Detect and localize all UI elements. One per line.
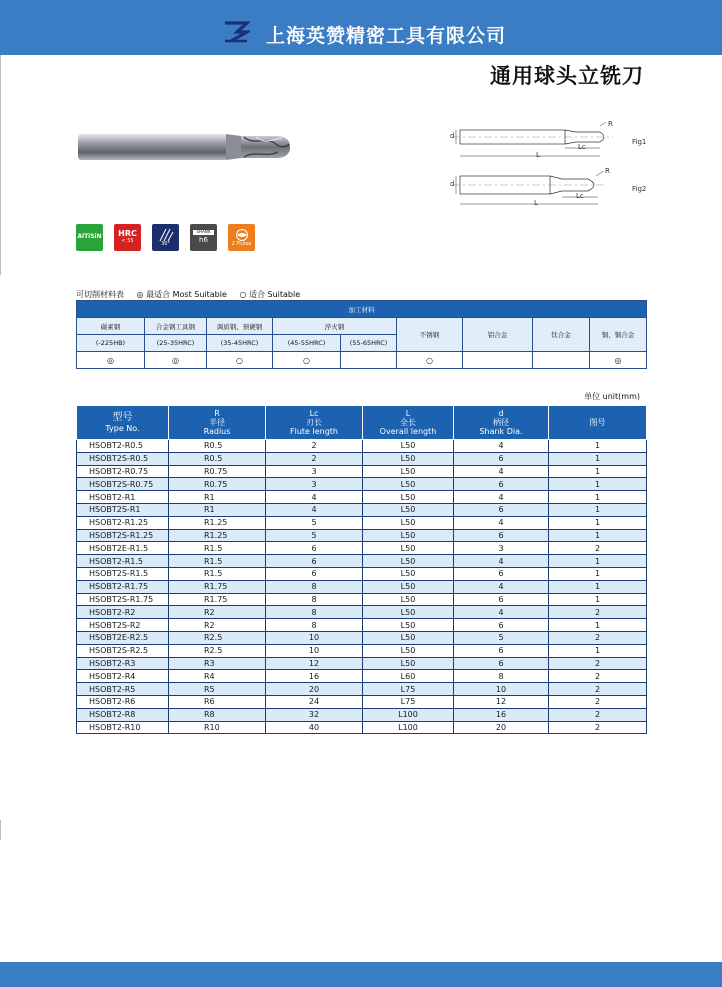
table-row — [77, 491, 647, 504]
margin-line — [0, 820, 1, 840]
header-zh: 刃长 — [306, 417, 322, 427]
spec-table-body — [77, 440, 647, 734]
material-hardness: (55-65HRC) — [341, 335, 397, 352]
shank-tolerance-badge — [190, 224, 217, 251]
overall-length-cell: L100 — [363, 721, 454, 734]
type-cell: HSOBT2S-R1 — [77, 503, 169, 516]
header-bar — [0, 0, 722, 55]
flute-count-label: 2 Flutes — [231, 240, 252, 247]
table-row — [77, 465, 647, 478]
material-hardness: (35-45HRC) — [207, 335, 273, 352]
helix-angle-badge — [152, 224, 179, 251]
shank-dia-cell: 8 — [454, 670, 549, 683]
figure-2-drawing — [448, 167, 648, 215]
radius-cell: R0.5 — [169, 452, 266, 465]
table-row — [77, 567, 647, 580]
flute-length-cell: 40 — [266, 721, 363, 734]
dimension-L-label: L — [536, 151, 540, 159]
flute-length-cell: 2 — [266, 452, 363, 465]
radius-cell: R8 — [169, 708, 266, 721]
radius-cell: R10 — [169, 721, 266, 734]
overall-length-cell: L50 — [363, 657, 454, 670]
suitability-cell — [341, 352, 397, 369]
coating-badge — [76, 224, 103, 251]
type-cell: HSOBT2S-R1.25 — [77, 529, 169, 542]
table-row — [77, 644, 647, 657]
radius-cell: R1.5 — [169, 555, 266, 568]
type-cell: HSOBT2-R6 — [77, 695, 169, 708]
radius-cell: R1.75 — [169, 593, 266, 606]
table-row — [77, 440, 647, 453]
suitability-cell: ◎ — [590, 352, 647, 369]
specification-table — [76, 405, 647, 734]
cutting-materials-table — [76, 300, 647, 369]
figure-cell: 1 — [549, 555, 647, 568]
hrc-title: HRC — [118, 229, 137, 239]
table-row — [77, 503, 647, 516]
hrc-value: < 55 — [121, 238, 134, 245]
material-column-header: 不锈钢 — [397, 318, 463, 352]
legend-suitable: ○ 适合 Suitable — [239, 290, 301, 299]
two-flute-icon — [235, 228, 249, 242]
suitability-row — [77, 352, 647, 369]
overall-length-cell: L50 — [363, 503, 454, 516]
shank-dia-cell: 16 — [454, 708, 549, 721]
type-cell: HSOBT2-R8 — [77, 708, 169, 721]
suitability-cell — [463, 352, 533, 369]
suitability-cell: ○ — [273, 352, 341, 369]
shank-dia-cell: 4 — [454, 491, 549, 504]
radius-cell: R0.5 — [169, 440, 266, 453]
margin-line — [0, 55, 1, 275]
overall-length-cell: L60 — [363, 670, 454, 683]
material-column-header: 铜、铜合金 — [590, 318, 647, 352]
header-zh: 柄径 — [493, 417, 509, 427]
overall-length-cell: L50 — [363, 619, 454, 632]
shank-dia-cell: 6 — [454, 478, 549, 491]
dimension-Lc-label: Lc — [578, 143, 586, 151]
figure-cell: 2 — [549, 683, 647, 696]
suitability-cell: ○ — [207, 352, 273, 369]
header-zh: 图号 — [589, 417, 606, 427]
type-cell: HSOBT2-R0.75 — [77, 465, 169, 478]
overall-length-cell: L50 — [363, 631, 454, 644]
material-column-header — [145, 318, 207, 335]
radius-cell: R4 — [169, 670, 266, 683]
overall-length-cell: L50 — [363, 491, 454, 504]
material-column-header: 铝合金 — [463, 318, 533, 352]
material-hardness: (-225HB) — [77, 335, 145, 352]
figure-cell: 1 — [549, 503, 647, 516]
type-column-header — [77, 406, 169, 440]
overall-length-cell: L50 — [363, 555, 454, 568]
type-cell: HSOBT2S-R1.75 — [77, 593, 169, 606]
overall-length-cell: L50 — [363, 478, 454, 491]
overall-length-cell: L50 — [363, 440, 454, 453]
type-cell: HSOBT2S-R1.5 — [77, 567, 169, 580]
flute-length-cell: 6 — [266, 542, 363, 555]
material-hardness: (45-55HRC) — [273, 335, 341, 352]
legend-most-suitable: ◎ 最适合 Most Suitable — [136, 290, 227, 299]
figure-1-drawing — [448, 120, 648, 170]
header-symbol: L — [405, 408, 411, 418]
footer-bar — [0, 962, 722, 987]
flute-length-cell: 6 — [266, 567, 363, 580]
table-row — [77, 631, 647, 644]
table-row — [77, 542, 647, 555]
header-symbol: R — [214, 408, 220, 418]
type-cell: HSOBT2-R1.5 — [77, 555, 169, 568]
shank-dia-cell: 6 — [454, 593, 549, 606]
shank-dia-cell: 6 — [454, 529, 549, 542]
shank-dia-cell: 4 — [454, 516, 549, 529]
shank-dia-cell: 4 — [454, 580, 549, 593]
overall-length-cell: L50 — [363, 516, 454, 529]
spec-header-row — [77, 406, 647, 440]
table-row — [77, 452, 647, 465]
table-row — [77, 580, 647, 593]
figure-cell: 1 — [549, 529, 647, 542]
type-cell: HSOBT2-R0.5 — [77, 440, 169, 453]
flute-length-column-header — [266, 406, 363, 440]
figure-cell: 2 — [549, 670, 647, 683]
shank-dia-cell: 6 — [454, 567, 549, 580]
radius-cell: R2 — [169, 606, 266, 619]
figure-cell: 2 — [549, 542, 647, 555]
table-row — [77, 619, 647, 632]
radius-cell: R1 — [169, 491, 266, 504]
radius-cell: R1.75 — [169, 580, 266, 593]
table-row — [77, 721, 647, 734]
radius-cell: R1.25 — [169, 516, 266, 529]
type-cell: HSOBT2E-R2.5 — [77, 631, 169, 644]
type-cell: HSOBT2S-R0.5 — [77, 452, 169, 465]
table-row — [77, 516, 647, 529]
flute-length-cell: 8 — [266, 619, 363, 632]
materials-caption — [76, 289, 310, 300]
flute-length-cell: 8 — [266, 580, 363, 593]
flute-length-cell: 10 — [266, 644, 363, 657]
overall-length-cell: L50 — [363, 593, 454, 606]
materials-group-header: 加工材料 — [77, 301, 647, 318]
header-en: Flute length — [290, 427, 338, 437]
shank-dia-cell: 20 — [454, 721, 549, 734]
flute-length-cell: 24 — [266, 695, 363, 708]
material-column-header — [207, 318, 273, 335]
flute-length-cell: 32 — [266, 708, 363, 721]
type-cell: HSOBT2S-R2 — [77, 619, 169, 632]
company-name: 上海英赞精密工具有限公司 — [266, 25, 507, 47]
dimension-L-label: L — [534, 199, 538, 207]
flute-length-cell: 5 — [266, 529, 363, 542]
material-hardness: (25-35HRC) — [145, 335, 207, 352]
radius-cell: R0.75 — [169, 465, 266, 478]
header-zh: 全长 — [400, 417, 416, 427]
shank-dia-cell: 6 — [454, 619, 549, 632]
figure-cell: 1 — [549, 619, 647, 632]
type-cell: HSOBT2-R1.25 — [77, 516, 169, 529]
feature-badges — [76, 224, 255, 251]
type-cell: HSOBT2-R1 — [77, 491, 169, 504]
flute-length-cell: 4 — [266, 503, 363, 516]
figure-column-header — [549, 406, 647, 440]
flute-length-cell: 5 — [266, 516, 363, 529]
material-name: 调质钢、预硬钢 — [216, 322, 263, 331]
shank-tolerance-label: h6 — [199, 235, 208, 244]
table-row — [77, 606, 647, 619]
flute-length-cell: 16 — [266, 670, 363, 683]
helix-icon — [158, 228, 174, 242]
type-cell: HSOBT2S-R2.5 — [77, 644, 169, 657]
dimension-d-label: d — [450, 132, 455, 140]
radius-cell: R2.5 — [169, 644, 266, 657]
overall-length-cell: L50 — [363, 606, 454, 619]
radius-cell: R5 — [169, 683, 266, 696]
shank-dia-cell: 12 — [454, 695, 549, 708]
header-zh: 型号 — [112, 412, 133, 424]
table-row — [77, 555, 647, 568]
shank-dia-cell: 3 — [454, 542, 549, 555]
dimension-d-label: d — [450, 180, 455, 188]
shank-dia-cell: 10 — [454, 683, 549, 696]
figure-cell: 2 — [549, 695, 647, 708]
overall-length-cell: L50 — [363, 465, 454, 478]
radius-cell: R2.5 — [169, 631, 266, 644]
flute-length-cell: 8 — [266, 593, 363, 606]
shank-dia-cell: 6 — [454, 657, 549, 670]
type-cell: HSOBT2-R10 — [77, 721, 169, 734]
figure-cell: 1 — [549, 516, 647, 529]
overall-length-cell: L100 — [363, 708, 454, 721]
helix-angle-label: 30° — [161, 240, 170, 247]
figure-cell: 1 — [549, 440, 647, 453]
overall-length-cell: L75 — [363, 695, 454, 708]
shank-dia-cell: 6 — [454, 503, 549, 516]
company-logo — [222, 18, 250, 46]
ball-end-mill-image — [76, 122, 296, 174]
shank-dia-column-header — [454, 406, 549, 440]
overall-length-cell: L50 — [363, 542, 454, 555]
radius-column-header — [169, 406, 266, 440]
coating-label: AlTiSiN — [77, 233, 102, 241]
radius-cell: R0.75 — [169, 478, 266, 491]
figure-cell: 1 — [549, 452, 647, 465]
unit-label: 单位 unit(mm) — [584, 392, 640, 401]
radius-cell: R2 — [169, 619, 266, 632]
type-cell: HSOBT2-R5 — [77, 683, 169, 696]
header-symbol: d — [498, 408, 504, 418]
product-title: 通用球头立铣刀 — [490, 64, 644, 88]
fig1-label: Fig1 — [632, 138, 647, 146]
radius-cell: R6 — [169, 695, 266, 708]
shank-dia-cell: 4 — [454, 440, 549, 453]
radius-cell: R1.25 — [169, 529, 266, 542]
shank-dia-cell: 4 — [454, 465, 549, 478]
flute-length-cell: 12 — [266, 657, 363, 670]
overall-length-cell: L75 — [363, 683, 454, 696]
flute-length-cell: 8 — [266, 606, 363, 619]
table-row — [77, 683, 647, 696]
figure-cell: 1 — [549, 491, 647, 504]
header-en: Overall length — [379, 427, 437, 437]
dimension-Lc-label: Lc — [576, 192, 584, 200]
shank-dia-cell: 4 — [454, 555, 549, 568]
overall-length-cell: L50 — [363, 529, 454, 542]
flute-length-cell: 3 — [266, 465, 363, 478]
materials-caption-title: 可切削材料表 — [76, 290, 124, 299]
suitability-cell — [533, 352, 590, 369]
overall-length-cell: L50 — [363, 644, 454, 657]
table-row — [77, 708, 647, 721]
figure-cell: 1 — [549, 465, 647, 478]
figure-cell: 1 — [549, 478, 647, 491]
radius-cell: R1 — [169, 503, 266, 516]
table-row — [77, 695, 647, 708]
header-en: Shank Dia. — [479, 427, 523, 437]
table-row — [77, 529, 647, 542]
shank-label: SHANK — [193, 230, 214, 234]
figure-cell: 1 — [549, 580, 647, 593]
type-cell: HSOBT2-R2 — [77, 606, 169, 619]
type-cell: HSOBT2-R1.75 — [77, 580, 169, 593]
overall-length-column-header — [363, 406, 454, 440]
type-cell: HSOBT2S-R0.75 — [77, 478, 169, 491]
material-column-header — [77, 318, 145, 335]
overall-length-cell: L50 — [363, 580, 454, 593]
flute-length-cell: 4 — [266, 491, 363, 504]
table-row — [77, 593, 647, 606]
shank-dia-cell: 5 — [454, 631, 549, 644]
table-row — [77, 657, 647, 670]
flute-length-cell: 6 — [266, 555, 363, 568]
figure-cell: 2 — [549, 631, 647, 644]
header-en: Radius — [203, 427, 231, 437]
table-row — [77, 670, 647, 683]
figure-cell: 2 — [549, 708, 647, 721]
figure-cell: 1 — [549, 593, 647, 606]
header-zh: 半径 — [209, 417, 225, 427]
suitability-cell: ◎ — [145, 352, 207, 369]
radius-cell: R3 — [169, 657, 266, 670]
overall-length-cell: L50 — [363, 452, 454, 465]
header-symbol: Lc — [309, 408, 319, 418]
flute-length-cell: 2 — [266, 440, 363, 453]
shank-dia-cell: 6 — [454, 452, 549, 465]
flute-count-badge — [228, 224, 255, 251]
fig2-label: Fig2 — [632, 185, 647, 193]
suitability-cell: ◎ — [77, 352, 145, 369]
header-en: Type No. — [105, 423, 140, 433]
radius-cell: R1.5 — [169, 567, 266, 580]
dimension-R-label: R — [608, 120, 613, 128]
quenched-steel-header: 淬火钢 — [273, 318, 397, 335]
flute-length-cell: 10 — [266, 631, 363, 644]
table-row — [77, 478, 647, 491]
figure-cell: 2 — [549, 657, 647, 670]
figure-cell: 2 — [549, 606, 647, 619]
material-name: 碳素钢 — [100, 322, 121, 331]
type-cell: HSOBT2-R3 — [77, 657, 169, 670]
flute-length-cell: 20 — [266, 683, 363, 696]
overall-length-cell: L50 — [363, 567, 454, 580]
material-name: 合金钢工具钢 — [156, 322, 195, 331]
dimension-R-label: R — [605, 167, 610, 175]
figure-cell: 2 — [549, 721, 647, 734]
radius-cell: R1.5 — [169, 542, 266, 555]
flute-length-cell: 3 — [266, 478, 363, 491]
suitability-cell: ○ — [397, 352, 463, 369]
type-cell: HSOBT2-R4 — [77, 670, 169, 683]
shank-dia-cell: 4 — [454, 606, 549, 619]
type-cell: HSOBT2E-R1.5 — [77, 542, 169, 555]
material-column-header: 钛合金 — [533, 318, 590, 352]
shank-dia-cell: 6 — [454, 644, 549, 657]
figure-cell: 1 — [549, 644, 647, 657]
figure-cell: 1 — [549, 567, 647, 580]
hardness-badge — [114, 224, 141, 251]
